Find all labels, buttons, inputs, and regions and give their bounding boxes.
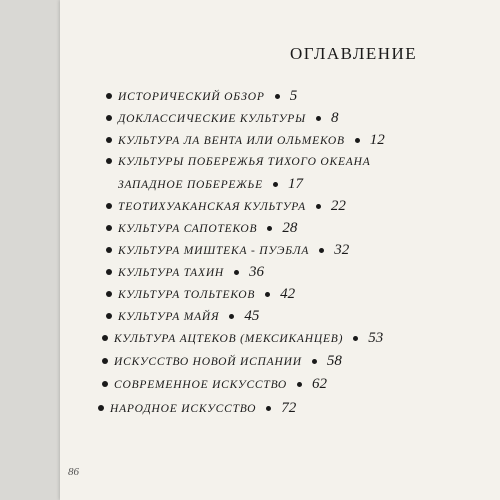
toc-entry bbox=[102, 354, 342, 369]
bullet-icon bbox=[102, 335, 108, 341]
bullet-icon bbox=[106, 313, 112, 319]
toc-entry-page: 32 bbox=[334, 242, 350, 258]
toc-entry-page: 58 bbox=[326, 353, 342, 369]
toc-title: ОГЛАВЛЕНИЕ bbox=[290, 44, 418, 63]
bullet-icon bbox=[102, 381, 108, 387]
toc-entry-page: 42 bbox=[280, 286, 296, 302]
bullet-icon bbox=[106, 137, 112, 143]
separator-dot-icon bbox=[229, 314, 234, 319]
toc-entry-page: 53 bbox=[368, 330, 384, 346]
toc-entry-page: 22 bbox=[330, 198, 346, 214]
toc-entry-label: ИСТОРИЧЕСКИЙ ОБЗОР bbox=[118, 91, 265, 103]
separator-dot-icon bbox=[316, 116, 321, 121]
bullet-icon bbox=[106, 93, 112, 99]
toc-entry-label: ЗАПАДНОЕ ПОБЕРЕЖЬЕ bbox=[118, 179, 263, 191]
toc-entry bbox=[106, 243, 349, 258]
toc-entry bbox=[106, 221, 297, 236]
toc-entry-page: 62 bbox=[312, 376, 327, 392]
toc-entry bbox=[102, 331, 383, 346]
toc-entry-label: КУЛЬТУРА ТОЛЬТЕКОВ bbox=[118, 289, 256, 301]
toc-entry bbox=[106, 199, 346, 214]
toc-entry-page: 72 bbox=[281, 400, 297, 416]
toc-entry-label: КУЛЬТУРА САПОТЕКОВ bbox=[118, 223, 258, 235]
bullet-icon bbox=[106, 158, 112, 164]
toc-entry-label: ДОКЛАССИЧЕСКИЕ КУЛЬТУРЫ bbox=[118, 113, 306, 125]
toc-entry-label: КУЛЬТУРЫ ПОБЕРЕЖЬЯ ТИХОГО ОКЕАНА bbox=[118, 156, 371, 168]
separator-dot-icon bbox=[319, 248, 324, 253]
separator-dot-icon bbox=[234, 270, 239, 275]
toc-entry bbox=[118, 177, 303, 192]
bullet-icon bbox=[106, 247, 112, 253]
separator-dot-icon bbox=[353, 336, 358, 341]
toc-entry-label: КУЛЬТУРА ЛА ВЕНТА ИЛИ ОЛЬМЕКОВ bbox=[118, 135, 345, 147]
bullet-icon bbox=[106, 291, 112, 297]
separator-dot-icon bbox=[273, 182, 278, 187]
toc-entry bbox=[106, 155, 371, 169]
toc-entry-label: КУЛЬТУРА ТАХИН bbox=[118, 267, 225, 279]
separator-dot-icon bbox=[355, 138, 360, 143]
separator-dot-icon bbox=[275, 94, 280, 99]
separator-dot-icon bbox=[266, 406, 271, 411]
toc-entry-page: 5 bbox=[289, 88, 298, 104]
separator-dot-icon bbox=[265, 292, 270, 297]
toc-entry-label: КУЛЬТУРА МИШТЕКА - ПУЭБЛА bbox=[118, 245, 310, 257]
separator-dot-icon bbox=[267, 226, 272, 231]
separator-dot-icon bbox=[297, 382, 302, 387]
separator-dot-icon bbox=[316, 204, 321, 209]
toc-entry-label: КУЛЬТУРА АЦТЕКОВ (МЕКСИКАНЦЕВ) bbox=[114, 333, 344, 345]
toc-entry-label: ТЕОТИХУАКАНСКАЯ КУЛЬТУРА bbox=[118, 201, 306, 213]
toc-entry bbox=[106, 133, 385, 148]
toc-entry-page: 17 bbox=[287, 176, 303, 192]
toc-entry-label: СОВРЕМЕННОЕ ИСКУССТВО bbox=[114, 379, 287, 391]
toc-entry-page: 45 bbox=[244, 308, 260, 324]
toc-entry bbox=[106, 309, 259, 324]
toc-entry bbox=[106, 111, 338, 126]
toc-entry bbox=[106, 265, 264, 280]
toc-entry-label: КУЛЬТУРА МАЙЯ bbox=[118, 311, 220, 323]
toc-entry-label: НАРОДНОЕ ИСКУССТВО bbox=[110, 403, 257, 415]
page-number: 86 bbox=[68, 466, 79, 478]
bullet-icon bbox=[106, 269, 112, 275]
toc-entry bbox=[106, 89, 297, 104]
toc-entry bbox=[98, 401, 296, 416]
separator-dot-icon bbox=[312, 359, 317, 364]
toc-entry-page: 12 bbox=[369, 132, 385, 148]
bullet-icon bbox=[102, 358, 108, 364]
toc-entry-label: ИСКУССТВО НОВОЙ ИСПАНИИ bbox=[114, 356, 302, 368]
toc-entry bbox=[102, 377, 327, 392]
toc-entry-page: 36 bbox=[249, 264, 265, 280]
bullet-icon bbox=[106, 115, 112, 121]
bullet-icon bbox=[106, 203, 112, 209]
toc-entry-page: 8 bbox=[330, 110, 339, 126]
bullet-icon bbox=[98, 405, 104, 411]
bullet-icon bbox=[106, 225, 112, 231]
toc-entry bbox=[106, 287, 295, 302]
toc-entry-page: 28 bbox=[282, 220, 298, 236]
